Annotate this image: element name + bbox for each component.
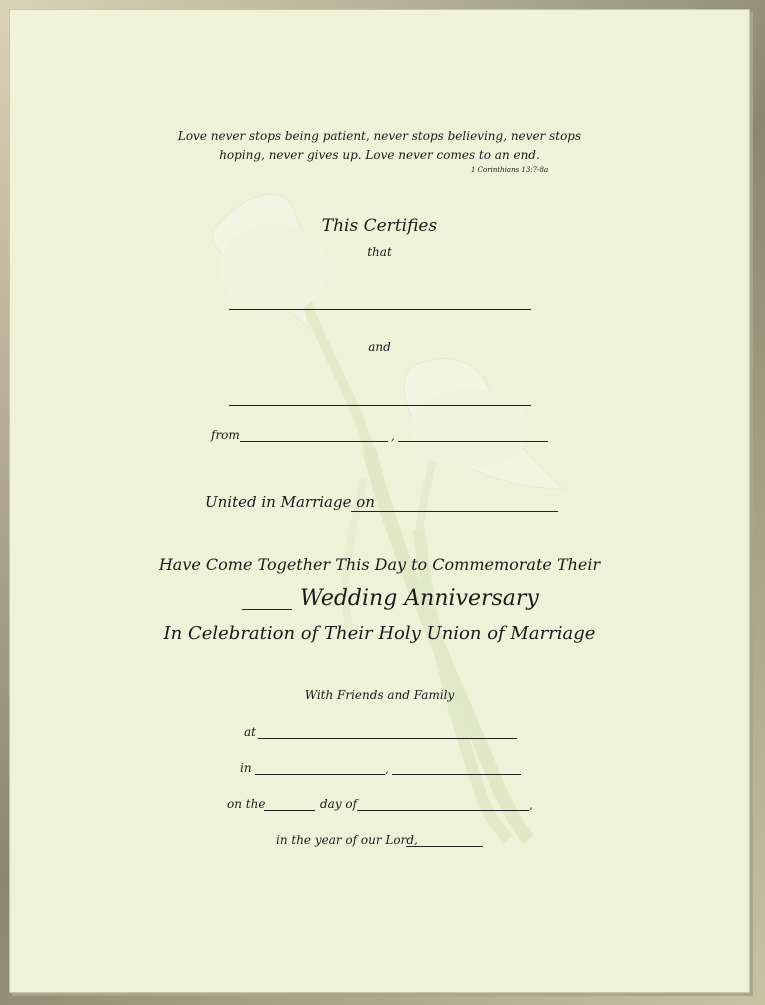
day-comma: , [529, 798, 533, 812]
name-line-2[interactable] [229, 405, 531, 406]
location-line[interactable] [258, 738, 517, 739]
united-label: United in Marriage on [205, 493, 375, 511]
celebration-text: In Celebration of Their Holy Union of Marriage [163, 623, 596, 644]
verse-line-1: Love never stops being patient, never stops believing, never stops [177, 129, 582, 143]
in-comma: , [385, 762, 389, 776]
month-line[interactable] [357, 810, 529, 811]
verse-reference: 1 Corinthians 13:7-8a [471, 166, 549, 174]
come-together-text: Have Come Together This Day to Commemorate Their [158, 555, 601, 574]
day-of-label: day of [320, 797, 358, 811]
friends-family-text: With Friends and Family [304, 688, 455, 702]
this-certifies-heading: This Certifies [321, 216, 438, 236]
anniversary-heading: Wedding Anniversary [300, 586, 539, 611]
year-line[interactable] [406, 846, 483, 847]
from-label: from [211, 428, 240, 442]
event-city-line[interactable] [255, 774, 385, 775]
from-city-line[interactable] [240, 441, 388, 442]
on-the-label: on the [227, 797, 266, 811]
name-line-1[interactable] [229, 309, 531, 310]
from-state-line[interactable] [398, 441, 548, 442]
anniversary-number-line[interactable] [242, 609, 292, 610]
event-state-line[interactable] [392, 774, 521, 775]
at-label: at [244, 725, 256, 739]
verse-line-2: hoping, never gives up. Love never comes to an end. [219, 148, 540, 162]
wedding-date-line[interactable] [351, 511, 558, 512]
year-label: in the year of our Lord, [276, 833, 418, 847]
day-line[interactable] [264, 810, 315, 811]
and-text: and [368, 340, 391, 354]
certificate-paper [9, 9, 750, 993]
in-label: in [240, 761, 252, 775]
from-comma: , [391, 429, 395, 443]
that-text: that [367, 245, 392, 259]
